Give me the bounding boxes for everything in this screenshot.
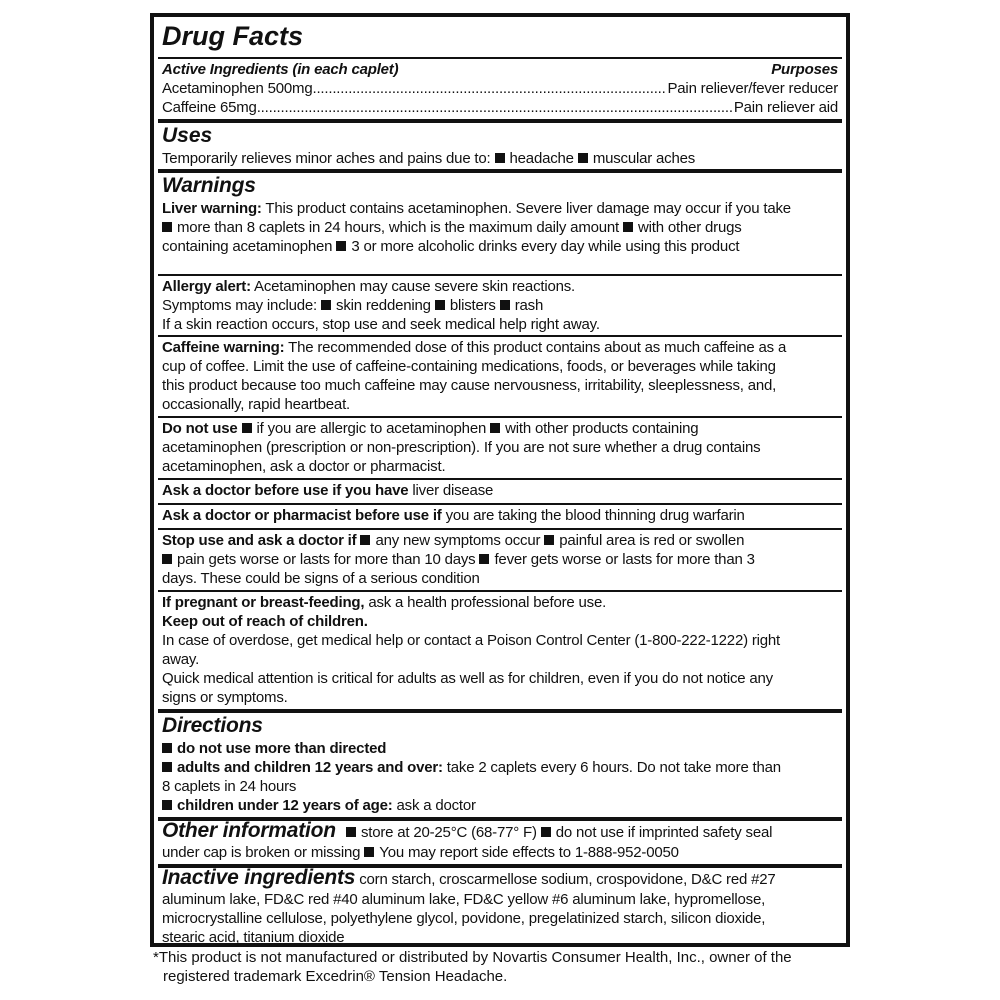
title-section <box>158 19 842 53</box>
caffeine-text: cup of coffee. Limit the use of caffeine-containing medications, foods, or beverages while taking <box>162 358 776 375</box>
stop-use-item: painful area is red or swollen <box>559 532 745 549</box>
footnote-text: registered trademark Excedrin® Tension Headache. <box>163 968 508 985</box>
do-not-use-item: with other products containing <box>505 420 699 437</box>
quick-attention-text: Quick medical attention is critical for adults as well as for children, even if you do not notice any <box>162 670 773 687</box>
ask-doctor-text: liver disease <box>412 482 494 499</box>
inactive-ingredients-section <box>158 868 842 947</box>
liver-item: more than 8 caplets in 24 hours, which is the maximum daily amount <box>177 219 620 236</box>
direction-item: do not use more than directed <box>177 740 387 757</box>
directions-section <box>158 713 842 815</box>
inactive-text: microcrystalline cellulose, polyethylene glycol, povidone, pregelatinized starch, silicon dioxide, <box>162 910 766 927</box>
allergy-text: Symptoms may include: <box>162 297 318 314</box>
pregnant-label: If pregnant or breast-feeding, <box>162 594 365 611</box>
do-not-use <box>158 419 842 476</box>
bullet-icon <box>321 300 331 310</box>
divider <box>158 57 842 59</box>
uses-section <box>158 123 842 168</box>
bullet-icon <box>162 743 172 753</box>
symptom-item: rash <box>514 297 544 314</box>
divider <box>158 503 842 505</box>
use-item: muscular aches <box>592 150 696 167</box>
other-information-heading: Other information <box>162 819 336 842</box>
active-header-right: Purposes <box>771 61 838 78</box>
ingredient-name: Caffeine 65mg <box>162 99 257 116</box>
drug-facts-panel <box>150 13 850 947</box>
bullet-icon <box>242 423 252 433</box>
bullet-icon <box>623 222 633 232</box>
inactive-heading: Inactive ingredients <box>162 866 356 889</box>
do-not-use-item: if you are allergic to acetaminophen <box>256 420 487 437</box>
ask-doctor <box>158 481 842 500</box>
liver-item: with other drugs <box>638 219 742 236</box>
footnote-text: *This product is not manufactured or distributed by Novartis Consumer Health, Inc., owner of the <box>153 949 792 966</box>
uses-text <box>162 149 838 168</box>
bullet-icon <box>578 153 588 163</box>
divider <box>158 274 842 276</box>
caffeine-text: The recommended dose of this product contains about as much caffeine as a <box>288 339 787 356</box>
caffeine-text: this product because too much caffeine may cause nervousness, irritability, sleeplessness, and, <box>162 377 777 394</box>
bullet-icon <box>360 535 370 545</box>
ask-doctor-label: Ask a doctor before use if you have <box>162 482 409 499</box>
keep-out-text: Keep out of reach of children. <box>162 613 368 630</box>
footnote <box>153 948 792 986</box>
uses-intro: Temporarily relieves minor aches and pains due to: <box>162 150 491 167</box>
inactive-text: stearic acid, titanium dioxide <box>162 929 345 946</box>
bullet-icon <box>162 554 172 564</box>
ingredient-purpose: Pain reliever/fever reducer <box>667 80 838 97</box>
caffeine-text: occasionally, rapid heartbeat. <box>162 396 351 413</box>
bullet-icon <box>336 241 346 251</box>
caffeine-warning <box>158 338 842 414</box>
do-not-use-text: acetaminophen (prescription or non-prescription). If you are not sure whether a drug contains <box>162 439 761 456</box>
liver-text: This product contains acetaminophen. Severe liver damage may occur if you take <box>265 200 791 217</box>
bullet-icon <box>490 423 500 433</box>
ask-pharmacist-label: Ask a doctor or pharmacist before use if <box>162 507 442 524</box>
ingredient-row <box>162 79 838 98</box>
symptom-item: blisters <box>449 297 496 314</box>
active-header <box>162 60 838 79</box>
leader-dots <box>257 98 734 117</box>
divider <box>158 335 842 337</box>
allergy-text: Acetaminophen may cause severe skin reactions. <box>254 278 576 295</box>
stop-use <box>158 531 842 588</box>
inactive-text: corn starch, croscarmellose sodium, crospovidone, D&C red #27 <box>359 871 776 888</box>
allergy-text: If a skin reaction occurs, stop use and seek medical help right away. <box>162 316 600 333</box>
do-not-use-label: Do not use <box>162 420 238 437</box>
pregnant-text: ask a health professional before use. <box>368 594 607 611</box>
liver-item: 3 or more alcoholic drinks every day while using this product <box>351 238 740 255</box>
direction-label: adults and children 12 years and over: <box>177 759 443 776</box>
inactive-text: aluminum lake, FD&C red #40 aluminum lake, FD&C yellow #6 aluminum lake, hypromellose, <box>162 891 766 908</box>
bullet-icon <box>346 827 356 837</box>
leader-dots <box>312 79 667 98</box>
direction-text: 8 caplets in 24 hours <box>162 778 297 795</box>
directions-heading: Directions <box>162 714 263 737</box>
bullet-icon <box>162 222 172 232</box>
bullet-icon <box>544 535 554 545</box>
quick-attention-text: signs or symptoms. <box>162 689 288 706</box>
liver-label: Liver warning: <box>162 200 262 217</box>
overdose-text: In case of overdose, get medical help or contact a Poison Control Center (1-800-222-1222) right <box>162 632 781 649</box>
divider <box>158 478 842 480</box>
other-warnings <box>158 593 842 707</box>
stop-use-item: pain gets worse or lasts for more than 10 days <box>177 551 476 568</box>
allergy-alert <box>158 277 842 334</box>
stop-use-label: Stop use and ask a doctor if <box>162 532 357 549</box>
divider <box>158 590 842 592</box>
bullet-icon <box>162 762 172 772</box>
other-item: You may report side effects to 1-888-952-0050 <box>379 844 679 861</box>
liver-text: containing acetaminophen <box>162 238 333 255</box>
stop-use-item: any new symptoms occur <box>375 532 541 549</box>
bullet-icon <box>435 300 445 310</box>
symptom-item: skin reddening <box>336 297 431 314</box>
active-header-left: Active Ingredients (in each caplet) <box>162 61 399 78</box>
stop-use-text: days. These could be signs of a serious condition <box>162 570 480 587</box>
other-text: under cap is broken or missing <box>162 844 361 861</box>
page-title: Drug Facts <box>162 21 304 51</box>
warnings-section <box>158 173 842 256</box>
ask-pharmacist-text: you are taking the blood thinning drug warfarin <box>445 507 745 524</box>
divider <box>158 416 842 418</box>
direction-label: children under 12 years of age: <box>177 797 393 814</box>
other-information-section <box>158 821 842 862</box>
allergy-label: Allergy alert: <box>162 278 251 295</box>
stop-use-item: fever gets worse or lasts for more than 3 <box>494 551 755 568</box>
overdose-text: away. <box>162 651 200 668</box>
bullet-icon <box>364 847 374 857</box>
bullet-icon <box>162 800 172 810</box>
ask-pharmacist <box>158 506 842 525</box>
bullet-icon <box>479 554 489 564</box>
ingredient-name: Acetaminophen 500mg <box>162 80 313 97</box>
caffeine-label: Caffeine warning: <box>162 339 285 356</box>
active-ingredients-section <box>158 60 842 117</box>
other-item: store at 20-25°C (68-77° F) <box>360 824 537 841</box>
ingredient-purpose: Pain reliever aid <box>733 99 838 116</box>
ingredient-row <box>162 98 838 117</box>
bullet-icon <box>495 153 505 163</box>
bullet-icon <box>500 300 510 310</box>
do-not-use-text: acetaminophen, ask a doctor or pharmacist. <box>162 458 446 475</box>
use-item: headache <box>509 150 574 167</box>
direction-text: take 2 caplets every 6 hours. Do not take more than <box>446 759 781 776</box>
liver-warning <box>162 199 838 256</box>
uses-heading: Uses <box>162 124 213 147</box>
warnings-heading: Warnings <box>162 174 256 197</box>
direction-text: ask a doctor <box>396 797 476 814</box>
other-item: do not use if imprinted safety seal <box>555 824 773 841</box>
bullet-icon <box>541 827 551 837</box>
divider <box>158 528 842 530</box>
